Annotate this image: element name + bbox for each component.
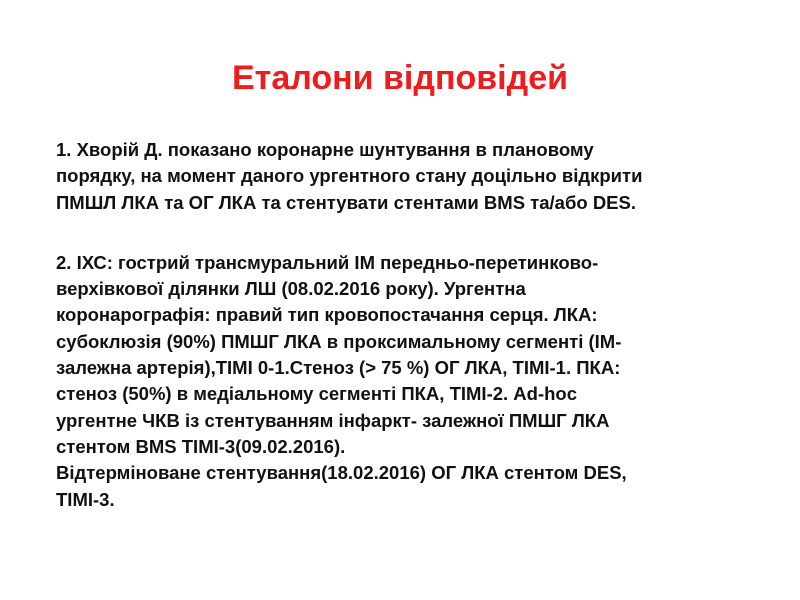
text-line: стентом BMS ТІМІ-3(09.02.2016). [56, 435, 346, 457]
answer-1 [56, 137, 776, 216]
text-line: 1. Хворій Д. показано коронарне шунтування в плановому [56, 139, 594, 160]
slide-title: Еталони відповідей [231, 59, 568, 97]
text-line: верхівкової ділянки ЛШ (08.02.2016 року). Ургентна [56, 278, 526, 300]
text-line: субоклюзія (90%) ПМШГ ЛКА в проксимальному сегменті (ІМ- [56, 330, 622, 352]
text-line: стеноз (50%) в медіальному сегменті ПКА, ТІМІ-2. Ad-hoc [56, 383, 578, 405]
text-line: Відтерміноване стентування(18.02.2016) ОГ ЛКА стентом DES, [56, 462, 627, 484]
text-line: 2. ІХС: гострий трансмуральний ІМ передньо-перетинково- [56, 251, 599, 273]
answer-2-continued [56, 460, 776, 513]
text-line: ургентне ЧКВ із стентуванням інфаркт- залежної ПМШГ ЛКА [56, 409, 610, 431]
answer-2 [56, 250, 776, 460]
text-line: порядку, на момент даного ургентного стану доцільно відкрити [56, 165, 643, 187]
slide-body [56, 137, 776, 513]
text-line: залежна артерія),ТІМІ 0-1.Стеноз (> 75 %) ОГ ЛКА, ТІМІ-1. ПКА: [56, 357, 621, 379]
text-line: коронарографія: правий тип кровопостачання серця. ЛКА: [56, 304, 598, 326]
text-line: ТІМІ-3. [56, 488, 115, 510]
text-line: ПМШЛ ЛКА та ОГ ЛКА та стентувати стентами BMS та/або DES. [56, 191, 637, 213]
